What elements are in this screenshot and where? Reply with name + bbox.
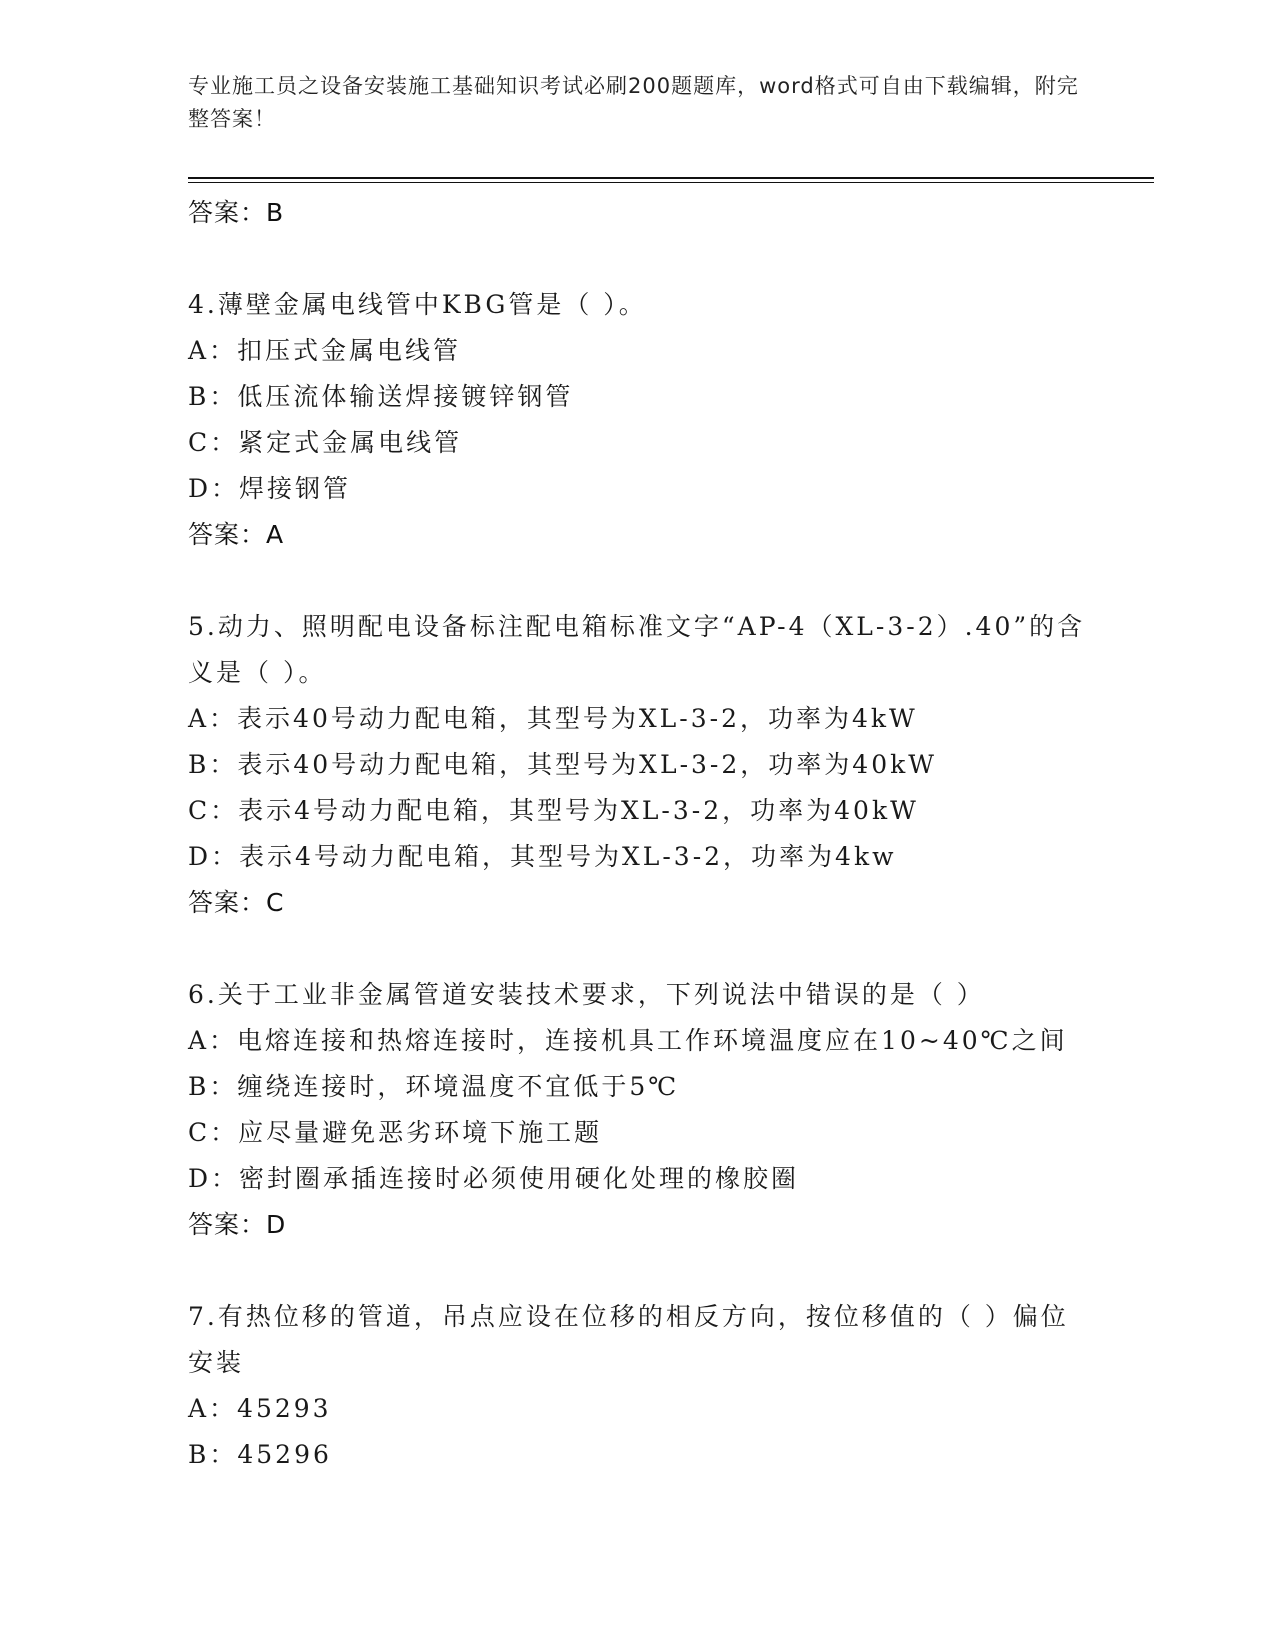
question-block: [188, 1294, 1088, 1478]
header-rule-thick: [188, 177, 1154, 179]
option-c: C：紧定式金属电线管: [188, 428, 463, 457]
spacer: [188, 1248, 1088, 1294]
question-block: [188, 604, 1088, 926]
option-a: A：表示40号动力配电箱，其型号为XL-3-2，功率为4kW: [188, 704, 918, 733]
answer-line: 答案：B: [188, 198, 285, 227]
option-b: B：45296: [188, 1440, 332, 1469]
option-a: A：扣压式金属电线管: [188, 336, 462, 365]
spacer: [188, 558, 1088, 604]
question-text: 7.有热位移的管道，吊点应设在位移的相反方向，按位移值的（ ）偏位安装: [188, 1302, 1069, 1377]
option-c: C：表示4号动力配电箱，其型号为XL-3-2，功率为40kW: [188, 796, 919, 825]
answer-line: 答案：C: [188, 888, 285, 917]
option-b: B：缠绕连接时，环境温度不宜低于5℃: [188, 1072, 680, 1101]
spacer: [188, 236, 1088, 282]
document-header: 专业施工员之设备安装施工基础知识考试必刷200题题库，word格式可自由下载编辑，附完整答案！: [188, 74, 1079, 131]
option-d: D：焊接钢管: [188, 474, 352, 503]
option-a: A：45293: [188, 1394, 332, 1423]
header-rule-thin: [188, 182, 1154, 183]
answer-line: 答案：D: [188, 1210, 287, 1239]
option-c: C：应尽量避免恶劣环境下施工题: [188, 1118, 603, 1147]
option-b: B：低压流体输送焊接镀锌钢管: [188, 382, 574, 411]
question-text: 6.关于工业非金属管道安装技术要求，下列说法中错误的是（ ）: [188, 980, 985, 1009]
answer-line: 答案：A: [188, 520, 285, 549]
spacer: [188, 926, 1088, 972]
question-text: 5.动力、照明配电设备标注配电箱标准文字“AP-4（XL-3-2）.40”的含义是（ ）。: [188, 612, 1086, 687]
question-block: [188, 972, 1088, 1248]
option-b: B：表示40号动力配电箱，其型号为XL-3-2，功率为40kW: [188, 750, 937, 779]
question-block: [188, 282, 1088, 558]
question-text: 4.薄壁金属电线管中KBG管是（ ）。: [188, 290, 647, 319]
option-d: D：密封圈承插连接时必须使用硬化处理的橡胶圈: [188, 1164, 800, 1193]
document-body: [188, 190, 1088, 1478]
option-a: A：电熔连接和热熔连接时，连接机具工作环境温度应在10~40℃之间: [188, 1026, 1068, 1055]
option-d: D：表示4号动力配电箱，其型号为XL-3-2，功率为4kw: [188, 842, 897, 871]
